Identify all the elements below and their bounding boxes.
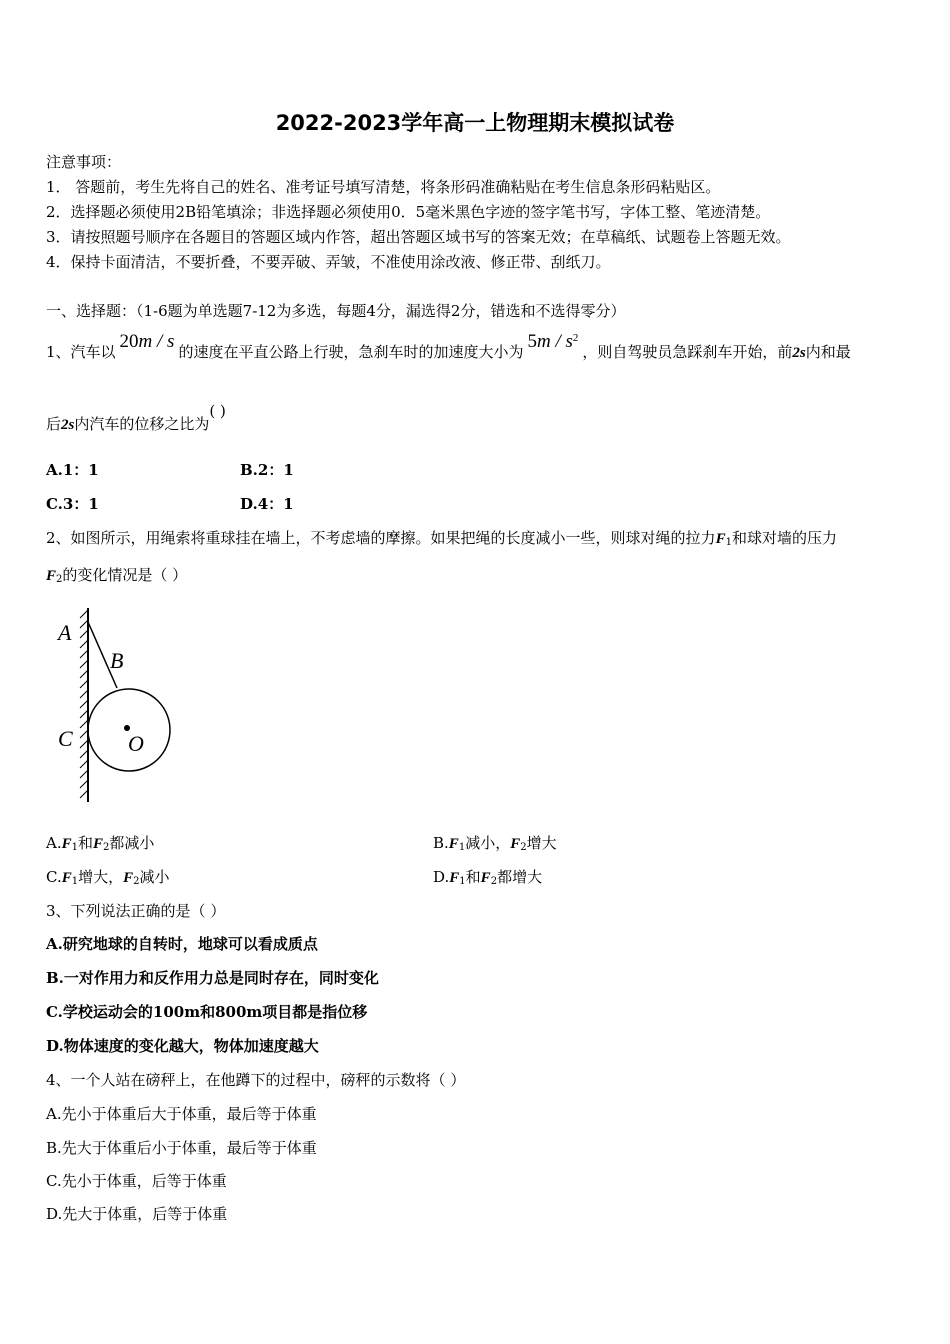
question-1-line-2: 后2s内汽车的位移之比为( ) xyxy=(46,402,226,433)
question-2-line-2: $F_2$的变化情况是（ ） xyxy=(46,566,188,585)
notice-heading: 注意事项： xyxy=(46,153,122,171)
q1-option-d[interactable]: D.4：1 xyxy=(240,495,294,513)
q1-text: ，则自驾驶员急踩刹车开始，前 xyxy=(582,343,793,361)
q1-text: 1、汽车以 xyxy=(46,343,116,361)
q1-speed: 20m / s xyxy=(119,331,175,352)
q2-option-a[interactable]: $A.F_1$和$F_2$都减小 xyxy=(46,834,155,853)
q2-option-c[interactable]: $C.F_1$增大，$F_2$减小 xyxy=(46,868,170,887)
q3-option-b[interactable]: B.一对作用力和反作用力总是同时存在，同时变化 xyxy=(46,969,379,987)
page-title: 2022-2023学年高一上物理期末模拟试卷 xyxy=(275,111,675,135)
wall-hatching xyxy=(80,610,88,798)
q1-text: 的速度在平直公路上行驶，急刹车时的加速度大小为 xyxy=(178,343,524,361)
q3-option-a[interactable]: A.研究地球的自转时，地球可以看成质点 xyxy=(46,935,318,953)
label-o: O xyxy=(128,731,144,756)
label-c: C xyxy=(58,726,73,751)
label-a: A xyxy=(58,620,72,645)
q1-time: 2s xyxy=(792,345,806,361)
answer-blank: ( ) xyxy=(209,402,226,420)
q4-option-b[interactable]: B.先大于体重后小于体重，最后等于体重 xyxy=(46,1139,317,1157)
q1-acceleration: $5m / s^2$ xyxy=(527,331,579,352)
label-b: B xyxy=(110,648,124,673)
q2-option-b[interactable]: $B.F_1$减小，$F_2$增大 xyxy=(433,834,557,853)
q4-option-d[interactable]: D.先大于体重，后等于体重 xyxy=(46,1205,228,1223)
notice-item: 3．请按照题号顺序在各题目的答题区域内作答，超出答题区域书写的答案无效；在草稿纸、试题卷上答题无效。 xyxy=(46,228,791,246)
notice-item: 1． 答题前，考生先将自己的姓名、准考证号填写清楚，将条形码准确粘贴在考生信息条形码粘贴区。 xyxy=(46,178,721,196)
question-4-stem: 4、一个人站在磅秤上，在他蹲下的过程中，磅秤的示数将（ ） xyxy=(46,1071,466,1089)
q4-option-c[interactable]: C.先小于体重，后等于体重 xyxy=(46,1172,227,1190)
q1-option-c[interactable]: C.3：1 xyxy=(46,495,99,513)
q1-option-a[interactable]: A.1：1 xyxy=(46,461,99,479)
q1-text: 内和最 xyxy=(805,343,851,361)
q3-option-d[interactable]: D.物体速度的变化越大，物体加速度越大 xyxy=(46,1037,319,1055)
ball-on-wall-diagram xyxy=(50,600,190,810)
q3-option-c[interactable]: C.学校运动会的100m和800m项目都是指位移 xyxy=(46,1003,368,1021)
question-2-line-1: 2、如图所示，用绳索将重球挂在墙上，不考虑墙的摩擦。如果把绳的长度减小一些，则球对绳的拉力$F_1$和球对墙的压力 xyxy=(46,529,837,548)
section-heading: 一、选择题：（1-6题为单选题7-12为多选，每题4分，漏选得2分，错选和不选得零分） xyxy=(46,302,626,320)
question-3-stem: 3、下列说法正确的是（ ） xyxy=(46,902,226,920)
q4-option-a[interactable]: A.先小于体重后大于体重，最后等于体重 xyxy=(46,1105,317,1123)
q1-option-b[interactable]: B.2：1 xyxy=(240,461,294,479)
question-1-line-1 xyxy=(46,331,851,363)
notice-item: 4．保持卡面清洁，不要折叠，不要弄破、弄皱，不准使用涂改液、修正带、刮纸刀。 xyxy=(46,253,611,271)
notice-item: 2．选择题必须使用2B铅笔填涂；非选择题必须使用0．5毫米黑色字迹的签字笔书写，字体工整、笔迹清楚。 xyxy=(46,203,771,221)
q2-option-d[interactable]: $D.F_1$和$F_2$都增大 xyxy=(433,868,543,887)
